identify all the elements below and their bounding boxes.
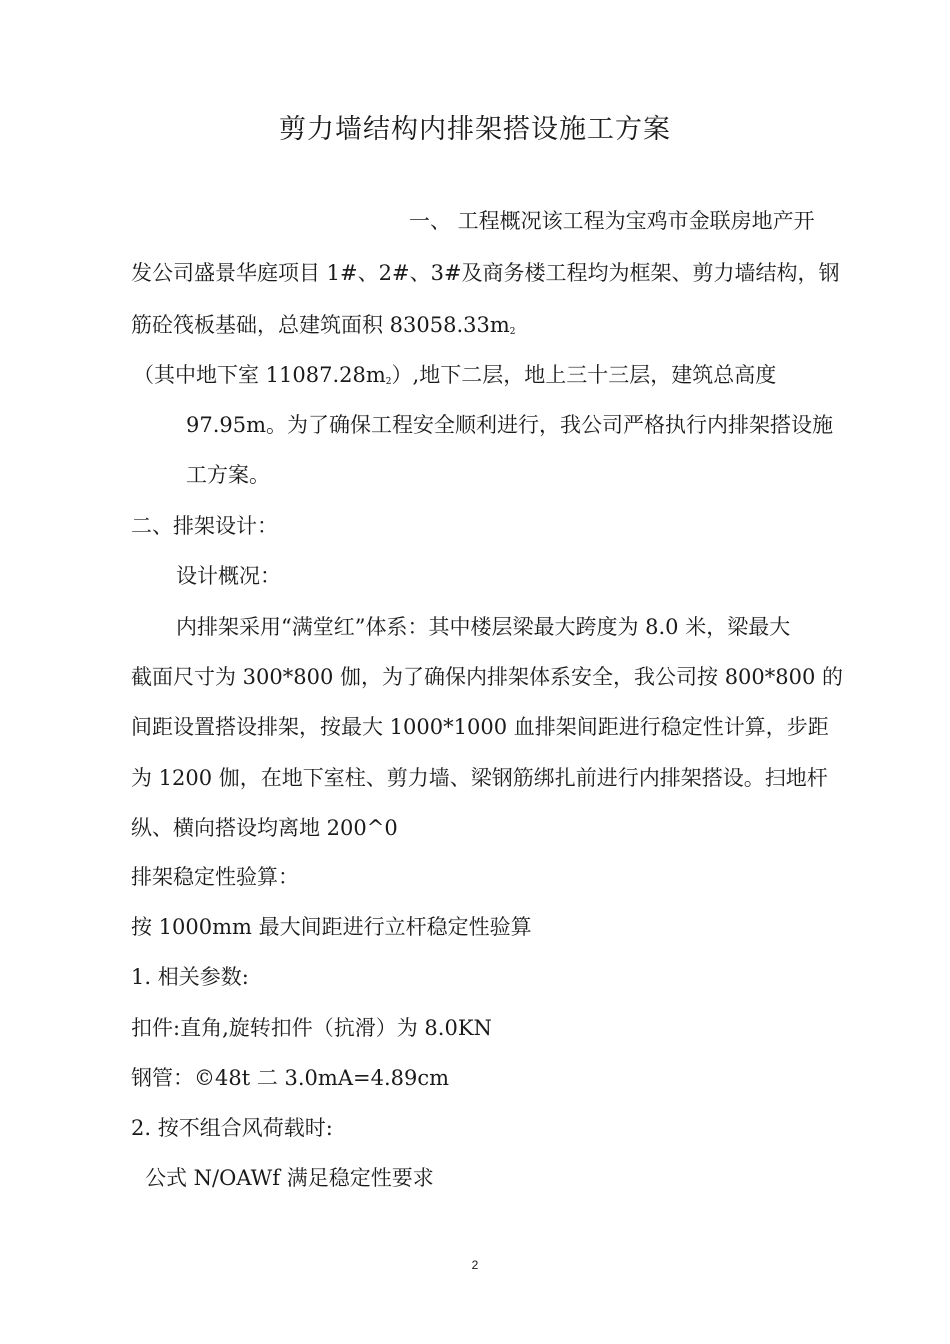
section2-paragraph-line-4: 为 1200 伽，在地下室柱、剪力墙、梁钢筋绑扎前进行内排架搭设。扫地杆	[131, 766, 828, 790]
page-number: 2	[471, 1258, 479, 1272]
area-unit-superscript: 2	[385, 377, 392, 387]
section2-paragraph-line-2: 截面尺寸为 300*800 伽，为了确保内排架体系安全，我公司按 800*800 的	[131, 665, 844, 689]
stability-heading: 排架稳定性验算：	[131, 865, 299, 889]
fastener-parameter: 扣件:直角,旋转扣件（抗滑）为 8.0KN	[131, 1016, 492, 1040]
section1-line-1: 一、 工程概况该工程为宝鸡市金联房地产开	[409, 209, 815, 233]
section1-line-4	[133, 360, 776, 397]
area-unit-superscript: 2	[509, 327, 516, 337]
stability-description: 按 1000mm 最大间距进行立杆稳定性验算	[131, 915, 532, 939]
section2-subheading: 设计概况：	[176, 564, 281, 588]
section1-line-5: 97.95m。为了确保工程安全顺利进行，我公司严格执行内排架搭设施	[186, 413, 834, 437]
section1-line-4-post: ）,地下二层，地上三十三层，建筑总高度	[391, 363, 777, 387]
list-item-1: 1. 相关参数:	[131, 965, 249, 989]
list-item-2: 2. 按不组合风荷载时:	[131, 1116, 333, 1140]
section2-heading: 二、排架设计：	[131, 514, 278, 538]
section1-line-6: 工方案。	[186, 463, 270, 487]
document-title: 剪力墙结构内排架搭设施工方案	[279, 114, 671, 145]
section1-line-4-pre: （其中地下室 11087.28m	[133, 363, 386, 387]
steel-pipe-parameter: 钢管：©48t 二 3.0mA=4.89cm	[131, 1066, 450, 1090]
section1-line-3-text: 筋砼筏板基础，总建筑面积 83058.33m	[131, 313, 510, 337]
formula-line: 公式 N/OAWf 满足稳定性要求	[145, 1166, 434, 1190]
section1-line-3	[131, 310, 516, 347]
section1-line-2: 发公司盛景华庭项目 1#、2#、3#及商务楼工程均为框架、剪力墙结构，钢	[131, 261, 840, 285]
section2-paragraph-line-3: 间距设置搭设排架，按最大 1000*1000 血排架间距进行稳定性计算，步距	[131, 715, 829, 739]
section2-paragraph-line-1: 内排架采用“满堂红”体系：其中楼层梁最大跨度为 8.0 米，梁最大	[176, 615, 791, 639]
section2-paragraph-line-5: 纵、横向搭设均离地 200^0	[131, 816, 398, 840]
